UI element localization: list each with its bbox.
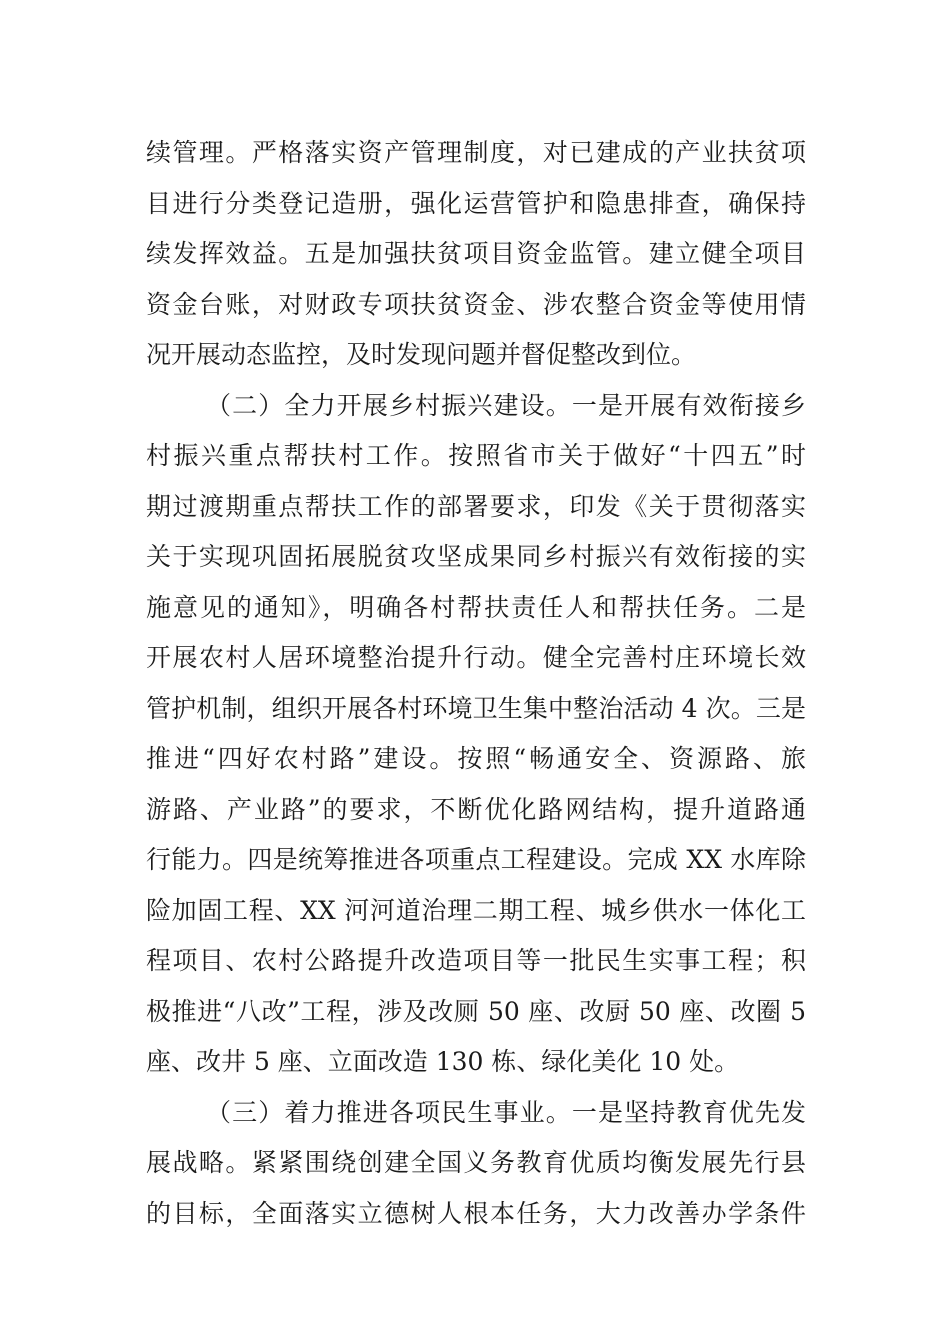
- text-line: 期过渡期重点帮扶工作的部署要求，印发《关于贯彻落实: [146, 491, 806, 521]
- text-line: 座、改井 5 座、立面改造 130 栋、绿化美化 10 处。: [146, 1047, 740, 1076]
- text-line: 管护机制，组织开展各村环境卫生集中整治活动 4 次。三是: [146, 693, 806, 723]
- text-line: 的目标，全面落实立德树人根本任务，大力改善办学条件: [146, 1198, 806, 1228]
- document-body: [146, 128, 806, 1239]
- text-line: 施意见的通知》，明确各村帮扶责任人和帮扶任务。二是: [146, 592, 806, 622]
- text-line: 村振兴重点帮扶村工作。按照省市关于做好“十四五”时: [146, 441, 806, 470]
- text-line: 程项目、农村公路提升改造项目等一批民生实事工程；积: [146, 946, 806, 975]
- text-line: 续管理。严格落实资产管理制度，对已建成的产业扶贫项: [146, 138, 806, 167]
- text-line: 险加固工程、XX 河河道治理二期工程、城乡供水一体化工: [146, 895, 806, 925]
- text-line: 游路、产业路”的要求，不断优化路网结构，提升道路通: [146, 794, 806, 824]
- section-heading-line: （三）着力推进各项民生事业。一是坚持教育优先发: [206, 1097, 806, 1127]
- text-line: 行能力。四是统筹推进各项重点工程建设。完成 XX 水库除: [146, 845, 806, 874]
- section-heading-line: （二）全力开展乡村振兴建设。一是开展有效衔接乡: [206, 390, 806, 420]
- text-line: 极推进“八改”工程，涉及改厕 50 座、改厨 50 座、改圈 5: [146, 996, 806, 1026]
- text-line: 况开展动态监控，及时发现问题并督促整改到位。: [146, 340, 697, 369]
- text-line: 资金台账，对财政专项扶贫资金、涉农整合资金等使用情: [146, 289, 806, 319]
- text-line: 目进行分类登记造册，强化运营管护和隐患排查，确保持: [146, 188, 806, 218]
- text-line: 关于实现巩固拓展脱贫攻坚成果同乡村振兴有效衔接的实: [146, 542, 806, 571]
- text-line: 续发挥效益。五是加强扶贫项目资金监管。建立健全项目: [146, 239, 806, 268]
- text-line: 开展农村人居环境整治提升行动。健全完善村庄环境长效: [146, 643, 806, 672]
- text-line: 展战略。紧紧围绕创建全国义务教育优质均衡发展先行县: [146, 1148, 806, 1177]
- text-line: 推进“四好农村路”建设。按照“畅通安全、资源路、旅: [146, 744, 806, 773]
